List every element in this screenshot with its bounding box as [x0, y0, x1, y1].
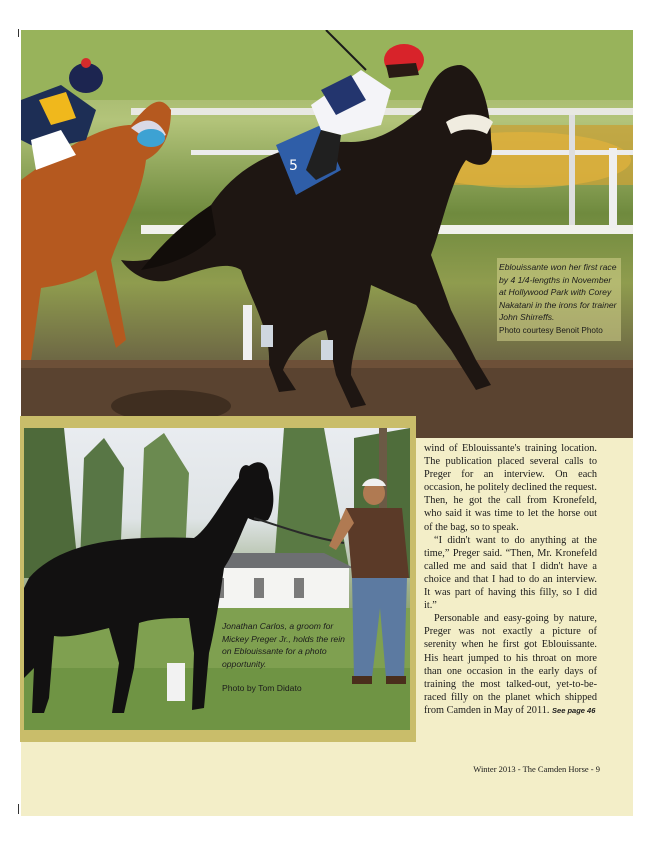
- bottom-photo-caption-text: Jonathan Carlos, a groom for Mickey Preger Jr., holds the rein on Eblouissante for a photo opportunity.: [222, 621, 345, 669]
- article-column: [424, 442, 597, 717]
- bottom-photo-caption: [222, 620, 352, 695]
- svg-text:5: 5: [289, 158, 298, 174]
- page-footer: Winter 2013 - The Camden Horse - 9: [473, 764, 600, 774]
- crop-mark-top-left: [18, 29, 19, 37]
- groom-photo-illustration: [24, 428, 410, 730]
- article-paragraph: [424, 612, 597, 717]
- continued-on-page: See page 46: [552, 705, 596, 715]
- groom-photo: [24, 428, 410, 730]
- top-photo-credit: Photo courtesy Benoit Photo: [499, 325, 603, 335]
- crop-mark-bottom-left: [18, 804, 19, 814]
- article-paragraph: wind of Eblouissante's training location. The publication placed several calls to Preger for an interview. On each occasion, he politely declined the request. Then, he got the call from Kronefeld, who said it was time to let the horse out of the bag, so to speak.: [424, 443, 597, 533]
- article-paragraph-text: Personable and easy-going by nature, Preger was not exactly a picture of serenity when he first got Eblouissante. His heart jumped to his throat on more than one occasion in the early days of training the most talked-out, yet-to-be-raced filly on the planet which shipped from Camden in May of 2011.: [424, 613, 597, 716]
- race-photo: [21, 30, 633, 438]
- bottom-photo-credit: Photo by Tom Didato: [222, 683, 302, 694]
- top-photo-caption: [497, 258, 621, 341]
- article-paragraph: [424, 534, 597, 613]
- top-photo-caption-text: Eblouissante won her first race by 4 1/4-lengths in November at Hollywood Park with Corey Nakatani in the irons for trainer John Shirreffs.: [499, 262, 617, 323]
- race-photo-illustration: [21, 30, 633, 438]
- article-paragraph-text: “I didn't want to do anything at the time,” Preger said. “Then, Mr. Kronefeld called me and said that I didn't have a choice and that I had to do an interview. It was part of having this filly, so I did it.”: [424, 534, 597, 612]
